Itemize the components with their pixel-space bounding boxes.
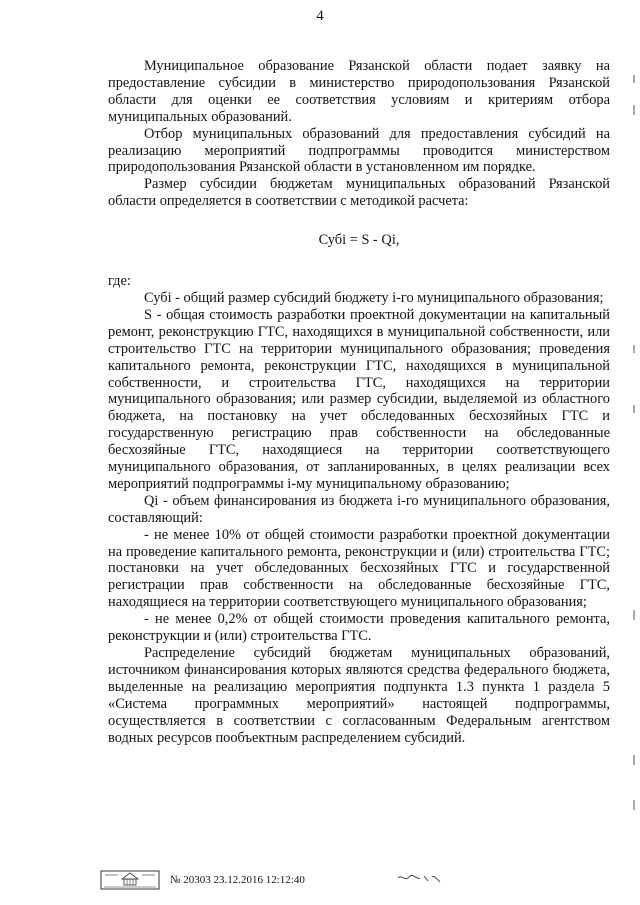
paragraph-application: Муниципальное образование Рязанской области подает заявку на предоставление субсидии в министерство природопользования Рязанской области для оценки ее соответствия условиям и критериям отбора муниципальных образований. <box>108 58 610 125</box>
scan-edge-marks <box>630 20 638 900</box>
registration-number: № 20303 23.12.2016 12:12:40 <box>170 874 305 886</box>
definition-sub: Субi - общий размер субсидий бюджету i-го муниципального образования; <box>144 289 604 306</box>
where-label: где: <box>108 273 131 290</box>
paragraph-subsidy-size: Размер субсидии бюджетам муниципальных образований Рязанской области определяется в соответствии с методикой расчета: <box>108 176 610 210</box>
handwritten-mark-icon <box>396 870 444 886</box>
list-item-10-percent: - не менее 10% от общей стоимости разработки проектной документации на проведение капитального ремонта, реконструкции и (или) строительства ГТС; постановки на учет обследованных бесхозяйных ГТС и государственной регистрации прав собственности на обследованные бесхозяйные ГТС, находящиеся на территории соответствующего муниципального образования; <box>108 526 610 611</box>
definition-s: S - общая стоимость разработки проектной документации на капитальный ремонт, реконструкцию ГТС, находящихся в муниципальной собственности, или строительство ГТС на территории муниципального образования; проведения капитального ремонта, реконструкции ГТС, находящихся в муниципальной собственности, и строительства ГТС, находящихся на территории муниципального образования; или размер субсидии, выделяемой из областного бюджета, на постановку на учет обследованных бесхозяйных ГТС и государственную регистрацию прав собственности на обследованные бесхозяйные ГТС, находящиеся на территории соответствующего муниципального образования, от запланированных, в целях реализации всех мероприятий подпрограммы i-му муниципальному образованию; <box>108 306 610 492</box>
formula: Субi = S - Qi, <box>318 232 400 249</box>
definition-q: Qi - объем финансирования из бюджета i-го муниципального образования, составляющий: <box>108 492 610 526</box>
list-item-0-2-percent: - не менее 0,2% от общей стоимости проведения капитального ремонта, реконструкции и (или) строительства ГТС. <box>108 611 610 645</box>
footer <box>100 870 305 890</box>
document-body <box>108 58 610 746</box>
page-number: 4 <box>316 8 324 24</box>
paragraph-selection: Отбор муниципальных образований для предоставления субсидий на реализацию мероприятий подпрограммы проводится министерством природопользования Рязанской области в установленном им порядке. <box>108 125 610 176</box>
building-stamp-icon <box>100 870 160 890</box>
paragraph-distribution: Распределение субсидий бюджетам муниципальных образований, источником финансирования которых являются средства федерального бюджета, выделенные на реализацию мероприятия подпункта 1.3 пункта 1 раздела 5 «Система программных мероприятий» настоящей подпрограммы, осуществляется в соответствии с согласованным Федеральным агентством водных ресурсов пообъектным распределением субсидий. <box>108 645 610 746</box>
